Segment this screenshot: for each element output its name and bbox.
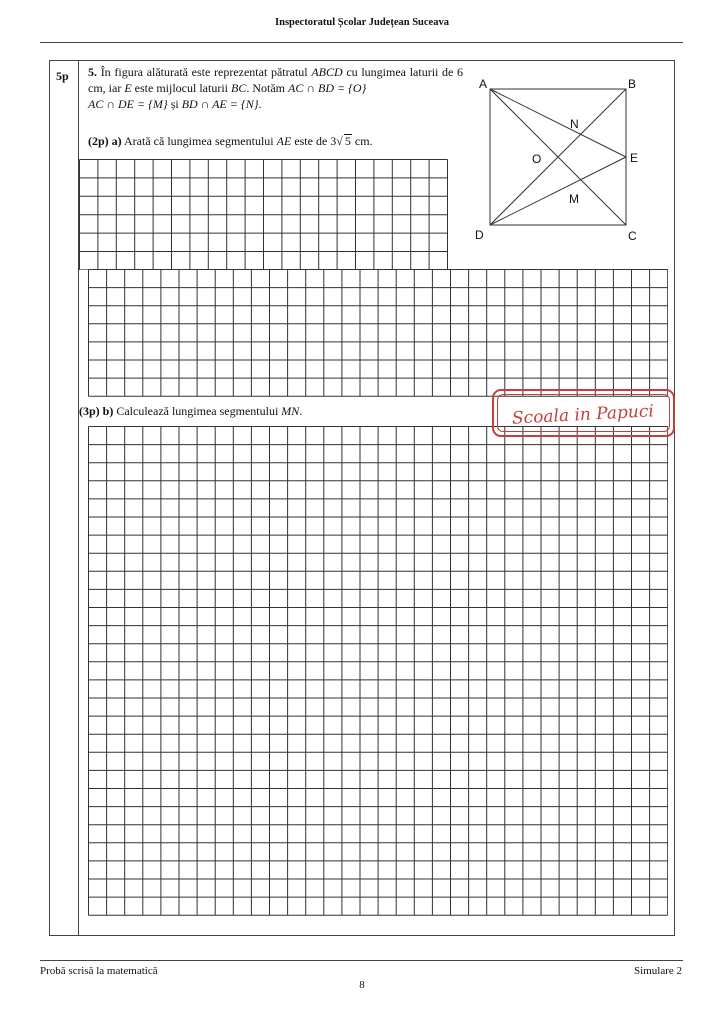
- relation-m: AC ∩ DE = {M}: [88, 97, 168, 111]
- part-a-points: (2p) a): [88, 134, 122, 148]
- page-header: Inspectoratul Școlar Județean Suceava: [275, 17, 449, 28]
- point-e-name: E: [124, 81, 132, 95]
- exercise-statement: [88, 64, 463, 112]
- part-b-end: .: [299, 404, 303, 418]
- page-number: 8: [359, 979, 365, 991]
- answer-grid-b: [88, 426, 668, 916]
- relation-o: AC ∩ BD = {O}: [288, 81, 367, 95]
- label-b: B: [628, 77, 637, 91]
- part-a-text-2: este de: [294, 134, 328, 148]
- label-o: O: [532, 152, 542, 166]
- label-a: A: [479, 77, 488, 91]
- footer-rule: [40, 960, 683, 961]
- watermark-stamp: [492, 389, 675, 437]
- exercise-points: 5p: [56, 69, 69, 83]
- square-name: ABCD: [311, 65, 343, 79]
- footer-exam: Simulare 2: [634, 965, 682, 977]
- label-n: N: [570, 117, 579, 131]
- statement-end: .: [258, 97, 262, 111]
- statement-text-3: laturii de 6 cm, iar: [88, 65, 464, 95]
- statement-text-2: cu lungimea: [346, 65, 407, 79]
- label-d: D: [475, 228, 484, 240]
- segment-ae: [490, 89, 626, 157]
- label-c: C: [628, 229, 637, 240]
- segment-de: [490, 157, 626, 225]
- stamp-text: Scoala in Papuci: [511, 401, 655, 429]
- part-b-text: Calculează lungimea segmentului: [116, 404, 279, 418]
- label-e: E: [630, 151, 639, 165]
- label-m: M: [569, 192, 579, 206]
- part-a-segment: AE: [276, 134, 292, 148]
- answer-grid-small: [79, 159, 448, 270]
- statement-text-1: În figura alăturată este reprezentat pătratul: [100, 65, 308, 79]
- geometry-figure: [470, 70, 670, 245]
- part-a-radicand: 5: [344, 134, 351, 148]
- exercise-number: 5.: [88, 65, 97, 79]
- part-a-unit: cm.: [354, 134, 373, 148]
- side-name: BC: [230, 81, 247, 95]
- part-b-segment: MN: [281, 404, 300, 418]
- part-b-points: (3p) b): [79, 404, 114, 418]
- part-a-question: (2p) a) Arată că lungimea segmentului AE este de 3√ 5 cm.: [88, 134, 373, 148]
- part-a-coefficient: 3: [330, 134, 337, 148]
- part-b-question: [79, 404, 302, 419]
- answer-grid-a: [88, 269, 668, 397]
- footer-subject: Probă scrisă la matematică: [40, 965, 158, 977]
- statement-text-4: este mijlocul laturii: [134, 81, 228, 95]
- conjunction: și: [170, 97, 179, 111]
- relation-n: BD ∩ AE = {N}: [181, 97, 259, 111]
- header-rule: [40, 42, 683, 43]
- statement-text-5: . Notăm: [246, 81, 285, 95]
- part-a-text: Arată că lungimea segmentului: [124, 134, 274, 148]
